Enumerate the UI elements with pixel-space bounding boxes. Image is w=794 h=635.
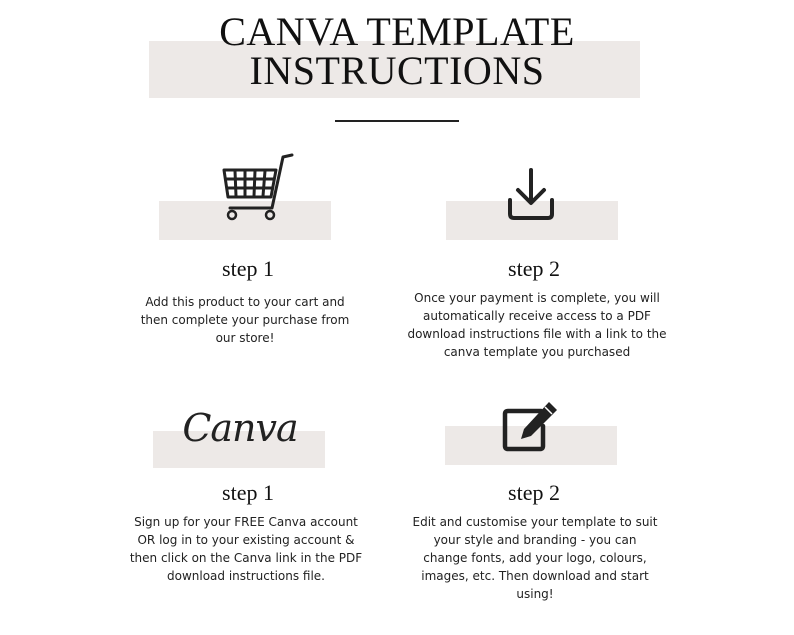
- title-divider: [335, 120, 459, 122]
- step-1-description: Add this product to your cart and then complete your purchase from our store!: [140, 295, 350, 345]
- step-2-description: Once your payment is complete, you will automatically receive access to a PDF download instructions file with a link to the canva template you purchased: [407, 291, 667, 359]
- step-4-title: step 2: [508, 480, 560, 505]
- step-4-description: Edit and customise your template to suit your style and branding - you can change fonts, add your logo, colours, images, etc. Then download and start using!: [412, 515, 658, 601]
- page-title-line-2: INSTRUCTIONS: [249, 48, 545, 93]
- page-title: [0, 9, 794, 93]
- canva-logo: Canva: [182, 406, 298, 450]
- edit-icon: [501, 400, 561, 454]
- download-icon: [505, 166, 557, 222]
- page-title-line-1: CANVA TEMPLATE: [219, 9, 575, 54]
- step-1-title: step 1: [222, 256, 274, 281]
- shopping-cart-icon: [220, 152, 296, 222]
- step-3-title: step 1: [222, 480, 274, 505]
- step-2-title: step 2: [508, 256, 560, 281]
- step-3-description: Sign up for your FREE Canva account OR log in to your existing account & then click on the Canva link in the PDF download instructions file.: [129, 515, 363, 583]
